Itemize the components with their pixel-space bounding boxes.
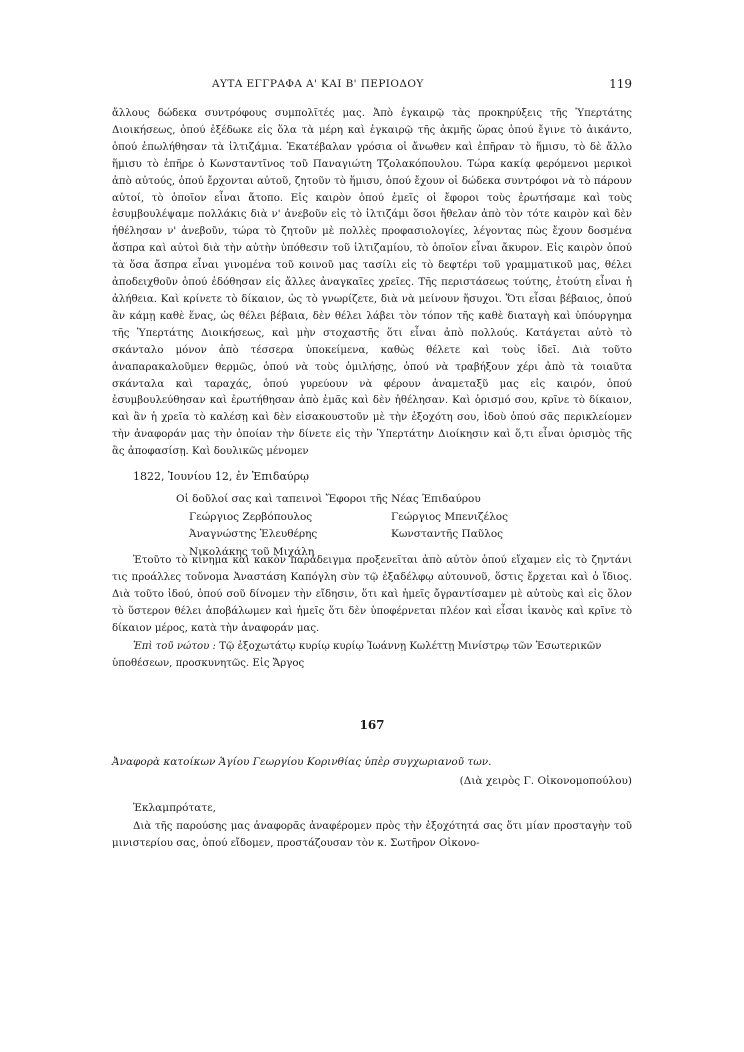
signature-title: Οἱ δοῦλοί σας καὶ ταπεινοὶ Ἔφοροι τῆς Νέας Ἐπιδαύρου (176, 493, 481, 505)
postscript-paragraph: Ἐτοῦτο τὸ κίνημα καὶ κακὸν παράδειγμα προξενεῖται ἀπὸ αὐτὸν ὁπού εἴχαμεν εἰς τὸ ζηντάνι τις προάλλες τοὔνομα Ἀναστάση Καπόγλη σὺν τῷ ἐξαδέλφῳ αὐτουνοῦ, ὅστις ἔρχεται καὶ ὁ ἴδιος. Διὰ τοῦτο ἰδού, ὁπού σοῦ δίνομεν τὴν εἴδησιν, ὅτι καὶ ἡμεῖς ὄγραντίσαμεν μὲ αὐτοὺς καὶ εἰς ὅλον τὸ ὕστερον θέλει ἀποβάλωμεν καὶ ἡμεῖς ὅτι δὲν ὑποφέρνεται πλέον καὶ εἶσαι ἱκανὸς καὶ κρῖνε τὸ δίκαιον μέρος, κατὰ τὴν ἀναφοράν μας. (112, 555, 632, 634)
document-body: Διὰ τῆς παρούσης μας ἀναφορᾶς ἀναφέρομεν πρὸς τὴν ἐξοχότητά σας ὅτι μίαν προσταγὴν τοῦ μινιστερίου σας, ὁπού εἴδομεν, προστάζουσαν τὸν κ. Σωτῆρον Οἰκονο- (112, 821, 632, 849)
signatory-name: Ἀναγνώστης Ἐλευθέρης (189, 528, 318, 540)
document-hand-note: (Διὰ χειρὸς Γ. Οἰκονομοπούλου) (459, 775, 632, 787)
signatory-name: Γεώργιος Μπενιζέλος (391, 510, 508, 523)
signatory-name: Κωνσταντῆς Παῦλος (391, 528, 504, 540)
signatory-name: Νικολάκης τοῦ Μιχάλη (189, 545, 315, 558)
letter-paragraph: ἄλλους δώδεκα συντρόφους συμπολῖτές μας. Ἀπὸ ἐγκαιρῷ τὰς προκηρύξεις τῆς Ὑπερτάτης Διοικήσεως, ὁπού ἐξέδωκε εἰς ὅλα τὰ μέρη καὶ ἐγκαιρῷ τῆς ἀκμῆς ὥρας ὁπού ἔγινε τὸ ἀικάντο, ὁπού ἐπωλήθησαν τὰ ἰλτιζάμια. Ἐκατέβαλαν γρόσια οἱ ἄνωθεν καὶ ἐπῆραν τὸ ἥμισυ, τὸ δὲ ἄλλο ἥμισυ τὸ ἐπῆρε ὁ Κωνσταντῖνος τοῦ Παναγιώτη Τζολακόπουλου. Τώρα κακίᾳ φερόμενοι μερικοὶ ἀπὸ αὐτούς, ὁπού ἔρχονται αὐτοῦ, ζητοῦν τὸ ἥμισυ, ὁπού ἔχουν οἱ δώδεκα συντρόφοι νὰ τὸ πάρουν αὐτοί, τὸ ὁποῖον εἶναι ἄτοπο. Εἰς καιρὸν ὁπού ἐμεῖς οἱ ἔφοροι τοὺς ἐρωτήσαμε καὶ τοὺς ἐσυμβουλέψαμε πολλάκις διὰ ν' ἀνεβοῦν εἰς τὸ ἰλτιζάμι ὅσοι ἤθελαν ἀπὸ τὸν τότε καιρὸν καὶ δὲν ἠθέλησαν ν' ἀνεβοῦν, τώρα τὸ ζητοῦν μὲ πολλὲς προφασιολογίες, λέγοντας πὼς ἔχουν δοσμένα ἄσπρα καὶ αὐτοὶ διὰ τὴν αὐτὴν ὑπόθεσιν τοῦ ἰλτιζαμίου, τὸ ὁποῖον εἶναι ἄκυρον. Εἰς καιρὸν ὁπού τὰ ὅσα ἄσπρα εἶναι γινομένα τοῦ κοινοῦ μας τασίλι εἰς τὸ δεφτέρι τοῦ γραμματικοῦ μας, θέλει ἀποδειχθοῦν ὁπού ἐδόθησαν εἰς ἄλλες ἀναγκαῖες χρεῖες. Τῆς περιστάσεως τούτης, ἐτούτη εἶναι ἡ ἀλήθεια. Καὶ κρίνετε τὸ δίκαιον, ὡς τὸ γνωρίζετε, διὰ νὰ μείνουν ἥσυχοι. Ὅτι εἶσαι βέβαιος, ὁπού ἂν κάμῃ καθὲ ἕνας, ὡς θέλει βέβαια, δὲν θέλει λάβει τὸν τόπον τῆς καθὲ διαταγὴ καὶ ὑπόυργημα τῆς Ὑπερτάτης Διοικήσεως, καὶ μὴν στοχαστῆς ὅτι εἶναι ἀπὸ πολλούς. Κατάγεται αὐτὸ τὸ σκάνταλο μόνον ἀπὸ τέσσερα ὑποκείμενα, καθὼς θέλετε καὶ τοὺς ἰδεῖ. Διὰ τοῦτο ἀναπαρακαλοῦμεν θερμῶς, ὁπού νὰ τοὺς ὁμιλήσῃς, ὁπού νὰ τραβήξουν χέρι ἀπὸ τὰ τοιαῦτα σκάνταλα καὶ ταραχάς, ὁπού γυρεύουν νὰ φέρουν ἀναμεταξῦ μας εἰς καιρόν, ὁπού ἐσυμβουλεύθησαν καὶ ἐρωτήθησαν ἀπὸ ἐμᾶς καὶ δὲν ἠθέλησαν. Καὶ ὁρισμό σου, κρῖνε τὸ δίκαιον, καὶ ἂν ἡ χρεῖα τὸ καλέσῃ καὶ δὲν εἰσακουστοῦν μὲ τὴν ἐξοχότη σου, ἰδοὺ ὁπού σᾶς περικλείομεν τὴν ἀναφοράν μας τὴν ὁποίαν τὴν δίνετε εἰς τὴν Ὑπερτάτην Διοίκησιν καὶ ὅ,τι εἶναι ὁρισμὸς τῆς ἃς ἀποφασίσῃ. Καὶ δουλικῶς μένομεν (112, 108, 632, 458)
running-title: ΑΥΤΑ ΕΓΓΡΑΦΑ Α' ΚΑΙ Β' ΠΕΡΙΟΔΟΥ (212, 78, 424, 90)
verso-label: Ἐπὶ τοῦ νώτου : (133, 641, 216, 652)
signature-block (176, 491, 596, 561)
document-title: Ἀναφορὰ κατοίκων Ἁγίου Γεωργίου Κορινθίας ὑπὲρ συγχωριανοῦ των. (112, 756, 492, 768)
postscript (112, 553, 632, 638)
verso-address (112, 638, 632, 672)
page-header (112, 78, 632, 96)
dateline: 1822, Ἰουνίου 12, ἐν Ἐπιδαύρῳ (133, 470, 310, 483)
document-number: 167 (359, 718, 385, 732)
salutation: Ἐκλαμπρότατε, (133, 802, 216, 814)
letter-body (112, 106, 632, 461)
page-number: 119 (609, 77, 632, 91)
signatory-name: Γεώργιος Ζερβόπουλος (189, 510, 313, 523)
verso-text: Τῷ ἐξοχωτάτῳ κυρίῳ κυρίῳ Ἰωάννῃ Κωλέττῃ Μινίστρῳ τῶν Ἐσωτερικῶν ὑποθέσεων, προσκυνητῶς. Εἰς Ἄργος (112, 641, 602, 669)
